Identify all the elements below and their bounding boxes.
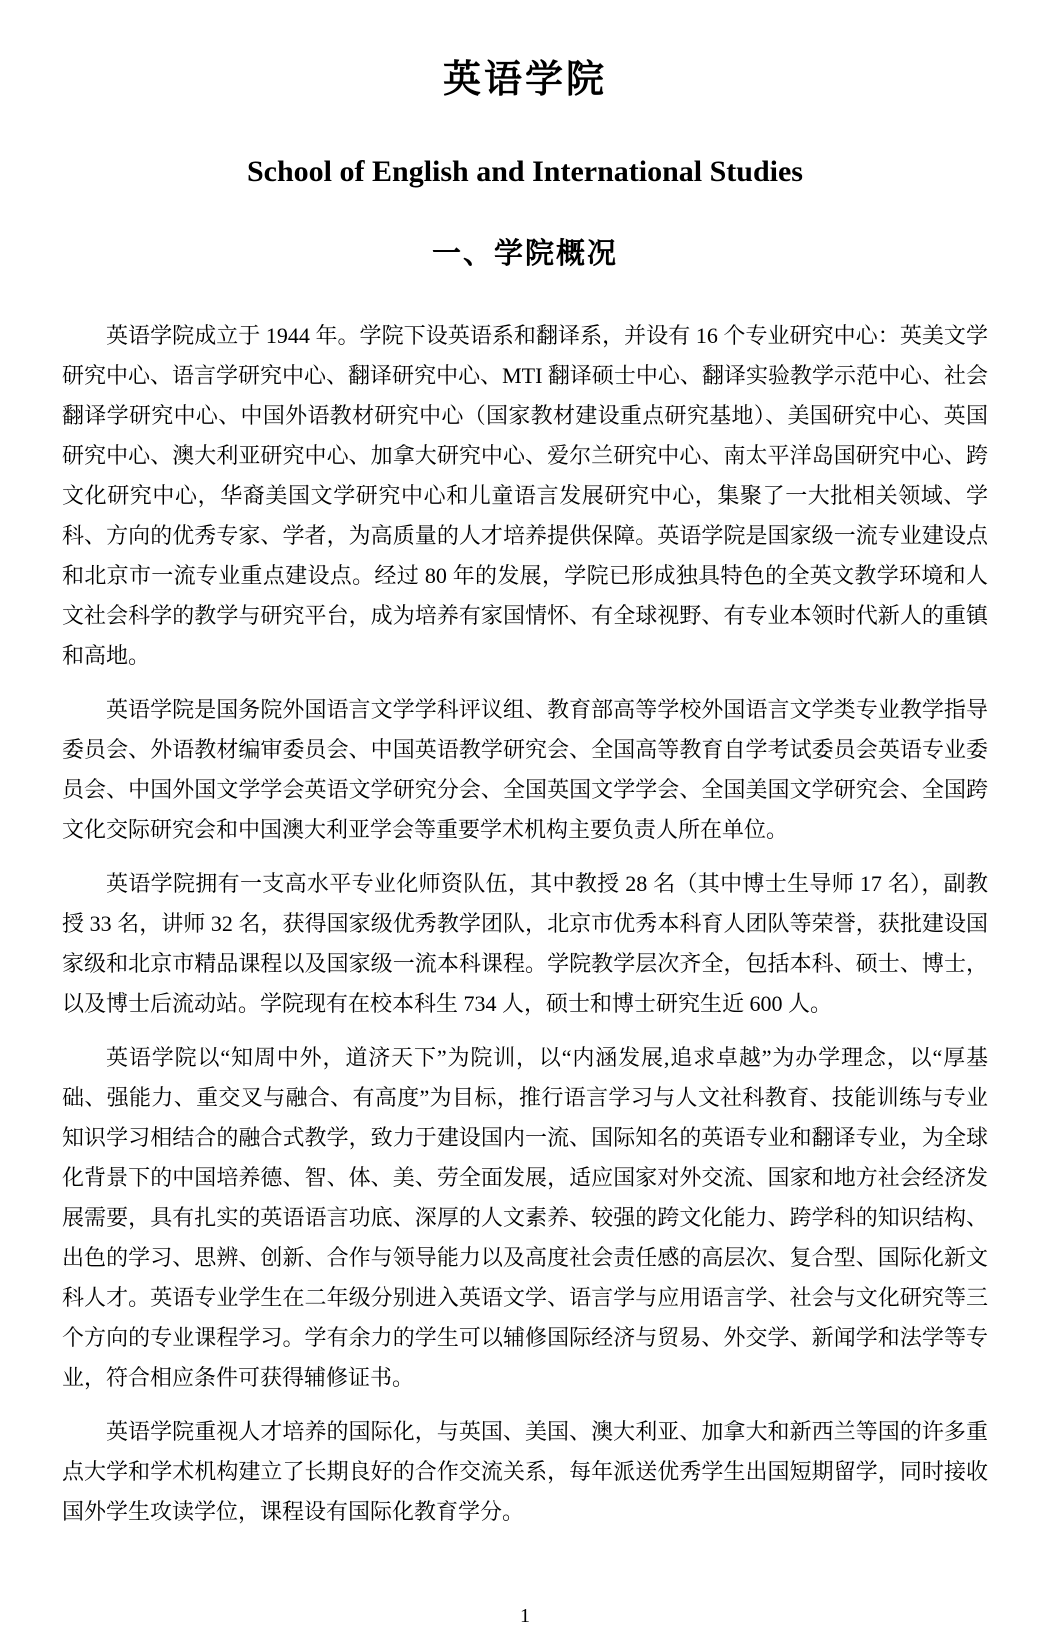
page-title-chinese: 英语学院: [442, 59, 607, 101]
page-number: 1: [520, 1605, 530, 1627]
section-heading: 一、学院概况: [431, 238, 618, 270]
page-footer: [0, 1604, 1050, 1628]
paragraph-overview: 英语学院成立于 1944 年。学院下设英语系和翻译系，并设有 16 个专业研究中心：英美文学研究中心、语言学研究中心、翻译研究中心、MTI 翻译硕士中心、翻译实验教学示范中心、社会翻译学研究中心、中国外语教材研究中心（国家教材建设重点研究基地）、美国研究中心、英国研究中心、澳大利亚研究中心、加拿大研究中心、爱尔兰研究中心、南太平洋岛国研究中心、跨文化研究中心，华裔美国文学研究中心和儿童语言发展研究中心，集聚了一大批相关领域、学科、方向的优秀专家、学者，为高质量的人才培养提供保障。英语学院是国家级一流专业建设点和北京市一流专业重点建设点。经过 80 年的发展，学院已形成独具特色的全英文教学环境和人文社会科学的教学与研究平台，成为培养有家国情怀、有全球视野、有专业本领时代新人的重镇和高地。: [62, 323, 988, 668]
document-body: [62, 316, 988, 1532]
paragraph-education-philosophy: 英语学院以“知周中外，道济天下”为院训，以“内涵发展,追求卓越”为办学理念，以“厚基础、强能力、重交叉与融合、有高度”为目标，推行语言学习与人文社科教育、技能训练与专业知识学习相结合的融合式教学，致力于建设国内一流、国际知名的英语专业和翻译专业，为全球化背景下的中国培养德、智、体、美、劳全面发展，适应国家对外交流、国家和地方社会经济发展需要，具有扎实的英语语言功底、深厚的人文素养、较强的跨文化能力、跨学科的知识结构、出色的学习、思辨、创新、合作与领导能力以及高度社会责任感的高层次、复合型、国际化新文科人才。英语专业学生在二年级分别进入英语文学、语言学与应用语言学、社会与文化研究等三个方向的专业课程学习。学有余力的学生可以辅修国际经济与贸易、外交学、新闻学和法学等专业，符合相应条件可获得辅修证书。: [62, 1045, 988, 1390]
paragraph-faculty: 英语学院拥有一支高水平专业化师资队伍，其中教授 28 名（其中博士生导师 17 名），副教授 33 名，讲师 32 名，获得国家级优秀教学团队，北京市优秀本科育人团队等荣誉，获批建设国家级和北京市精品课程以及国家级一流本科课程。学院教学层次齐全，包括本科、硕士、博士，以及博士后流动站。学院现有在校本科生 734 人，硕士和博士研究生近 600 人。: [62, 871, 988, 1016]
paragraph-internationalization: 英语学院重视人才培养的国际化，与英国、美国、澳大利亚、加拿大和新西兰等国的许多重点大学和学术机构建立了长期良好的合作交流关系，每年派送优秀学生出国短期留学，同时接收国外学生攻读学位，课程设有国际化教育学分。: [62, 1419, 988, 1524]
page-title-english: School of English and International Studies: [247, 155, 803, 188]
paragraph-academic-organizations: 英语学院是国务院外国语言文学学科评议组、教育部高等学校外国语言文学类专业教学指导委员会、外语教材编审委员会、中国英语教学研究会、全国高等教育自学考试委员会英语专业委员会、中国外国文学学会英语文学研究分会、全国英国文学学会、全国美国文学研究会、全国跨文化交际研究会和中国澳大利亚学会等重要学术机构主要负责人所在单位。: [62, 697, 988, 842]
